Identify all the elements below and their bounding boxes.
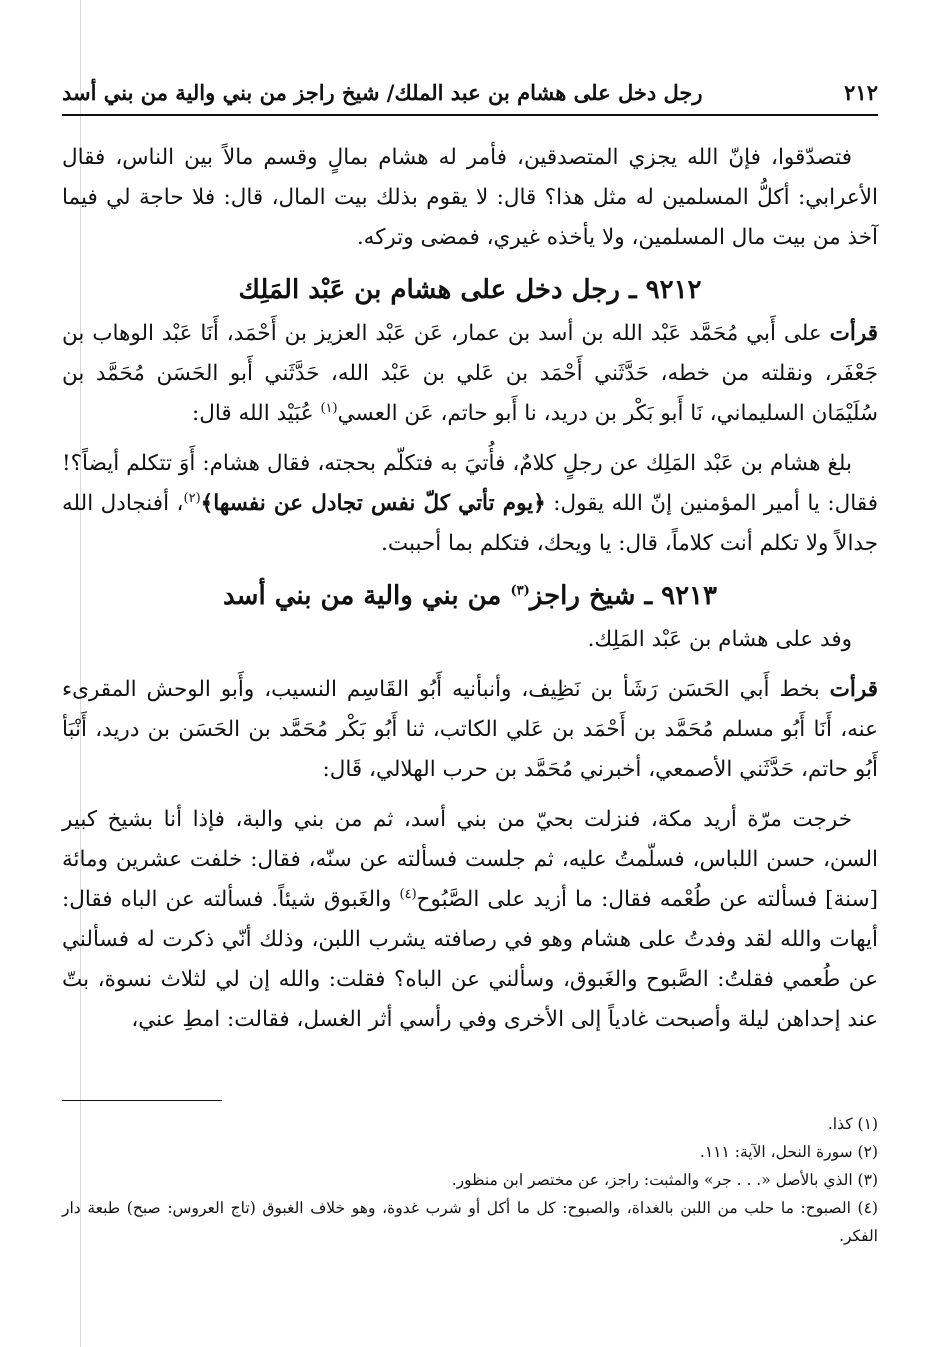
footnote-ref-1[interactable]: (١) bbox=[320, 400, 338, 416]
paragraph-lead-word: قرأت bbox=[829, 677, 878, 702]
paragraph-intro-9213: وفد على هشام بن عَبْد المَلِك. bbox=[587, 627, 852, 652]
footnote-ref-4[interactable]: (٤) bbox=[399, 886, 417, 902]
footnote-4: (٤) الصبوح: ما حلب من اللبن بالغداة، والصبوح: كل ما أكل أو شرب غدوة، وهو خلاف الغبوق (تاج العروس: صبح) طبعة دار الفكر. bbox=[62, 1199, 878, 1245]
footnote-1: (١) كذا. bbox=[827, 1115, 878, 1133]
footnote-ref-2[interactable]: (٢) bbox=[183, 490, 201, 506]
paragraph-lead-word: قرأت bbox=[829, 321, 878, 346]
paragraph-narrative-9212 bbox=[62, 444, 878, 564]
footnote-ref-3[interactable]: (٣) bbox=[510, 583, 530, 599]
footnote-divider bbox=[62, 1100, 222, 1101]
header-divider bbox=[62, 114, 878, 116]
paragraph-narrative-9213 bbox=[62, 800, 878, 1040]
heading-text: من بني والية من بني أسد bbox=[223, 581, 502, 611]
page-number: ٢١٢ bbox=[844, 79, 878, 105]
section-heading-9213 bbox=[62, 574, 878, 618]
main-text bbox=[62, 138, 878, 1050]
footnote-3: (٣) الذي بالأصل «. . . جر» والمثبت: راجز، عن مختصر ابن منظور. bbox=[451, 1171, 878, 1189]
footnote-2: (٢) سورة النحل، الآية: ١١١. bbox=[699, 1143, 878, 1161]
paragraph-text: خرجت مرّة أريد مكة، فنزلت بحيّ من بني أسد، ثم من بني والبة، فإذا أنا بشيخ كبير السن، حسن اللباس، فسلّمتُ عليه، ثم جلست فسألته عن سنّه، فقال: خلفت عشرين ومائة [سنة] فسألته عن طُعْمه فقال: ما أزيد على الصَّبُوح bbox=[62, 807, 878, 912]
heading-text: ٩٢١٣ ـ شيخ راجز bbox=[529, 581, 717, 611]
paragraph-text: والغَبوق شيئاً. فسألته عن الباه فقال: أيهات والله لقد وفدتُ على هشام وهو في رصافته يشرب اللبن، وذلك أنّي ذكرت له فسألني عن طُعمي فقلتُ: الصَّبوح والغَبوق، وسألني عن الباه؟ فقلت: والله إن لي لثلاث نسوة، بتّ عند إحداهن ليلة وأصبحت غادياً إلى الأخرى وفي رأسي أثر الغسل، فقالت: امطِ عني، bbox=[62, 887, 878, 1032]
footnotes bbox=[62, 1110, 878, 1250]
paragraph-isnad-9213 bbox=[62, 670, 878, 790]
paragraph-text: عُبَيْد الله قال: bbox=[191, 401, 314, 426]
paragraph-text: على أَبي مُحَمَّد عَبْد الله بن أسد بن عمار، عَن عَبْد العزيز بن أَحْمَد، أَنَا عَبْد الوهاب بن جَعْفَر، ونقلته من خطه، حَدَّثَني أَحْمَد بن عَلي بن عَبْد الله، حَدَّثَني أَبو الحَسَن مُحَمَّد بن سُلَيْمَان السليماني، نَا أَبو بَكْر بن دريد، نا أَبو حاتم، عَن العسي bbox=[62, 321, 878, 426]
paragraph-text: ، أفنجادل الله جدالاً ولا تكلم أنت كلاماً، قال: يا ويحك، فتكلم بما أحببت. bbox=[62, 491, 878, 556]
running-title: رجل دخل على هشام بن عبد الملك/ شيخ راجز من بني والية من بني أسد bbox=[62, 79, 703, 105]
paragraph-continuation: فتصدّقوا، فإنّ الله يجزي المتصدقين، فأمر له هشام بمالٍ وقسم مالاً بين الناس، فقال الأعرابي: أكلُّ المسلمين له مثل هذا؟ قال: لا يقوم بذلك بيت المال، قال: فلا حاجة لي فيما آخذ من بيت مال المسلمين، ولا يأخذه غيري، فمضى وتركه. bbox=[62, 145, 878, 250]
paragraph-text: بخط أَبي الحَسَن رَشَأ بن نَظِيف، وأنبأنيه أَبُو القَاسِم النسيب، وأَبو الوحش المقرىء عنه، أَنَا أَبُو مسلم مُحَمَّد بن أَحْمَد بن عَلي الكاتب، ثنا أَبُو بَكْر مُحَمَّد بن الحَسَن بن دريد، أَنْبَأ أَبُو حاتم، حَدَّثَني الأصمعي، أخبرني مُحَمَّد بن حرب الهلالي، قَال: bbox=[62, 677, 878, 782]
paragraph-isnad-9212 bbox=[62, 314, 878, 434]
running-header bbox=[62, 72, 878, 112]
section-heading-9212: ٩٢١٢ ـ رجل دخل على هشام بن عَبْد المَلِك bbox=[238, 275, 702, 305]
quran-quote: ﴿يوم تأتي كلّ نفس تجادل عن نفسها﴾ bbox=[200, 491, 546, 516]
paragraph-text: بلغ هشام بن عَبْد المَلِك عن رجلٍ كلامٌ، فأُتيَ به فتكلّم بحجته، فقال هشام: أَوَ تتكلم أيضاً؟! فقال: يا أمير المؤمنين إنّ الله يقول: bbox=[62, 451, 878, 516]
